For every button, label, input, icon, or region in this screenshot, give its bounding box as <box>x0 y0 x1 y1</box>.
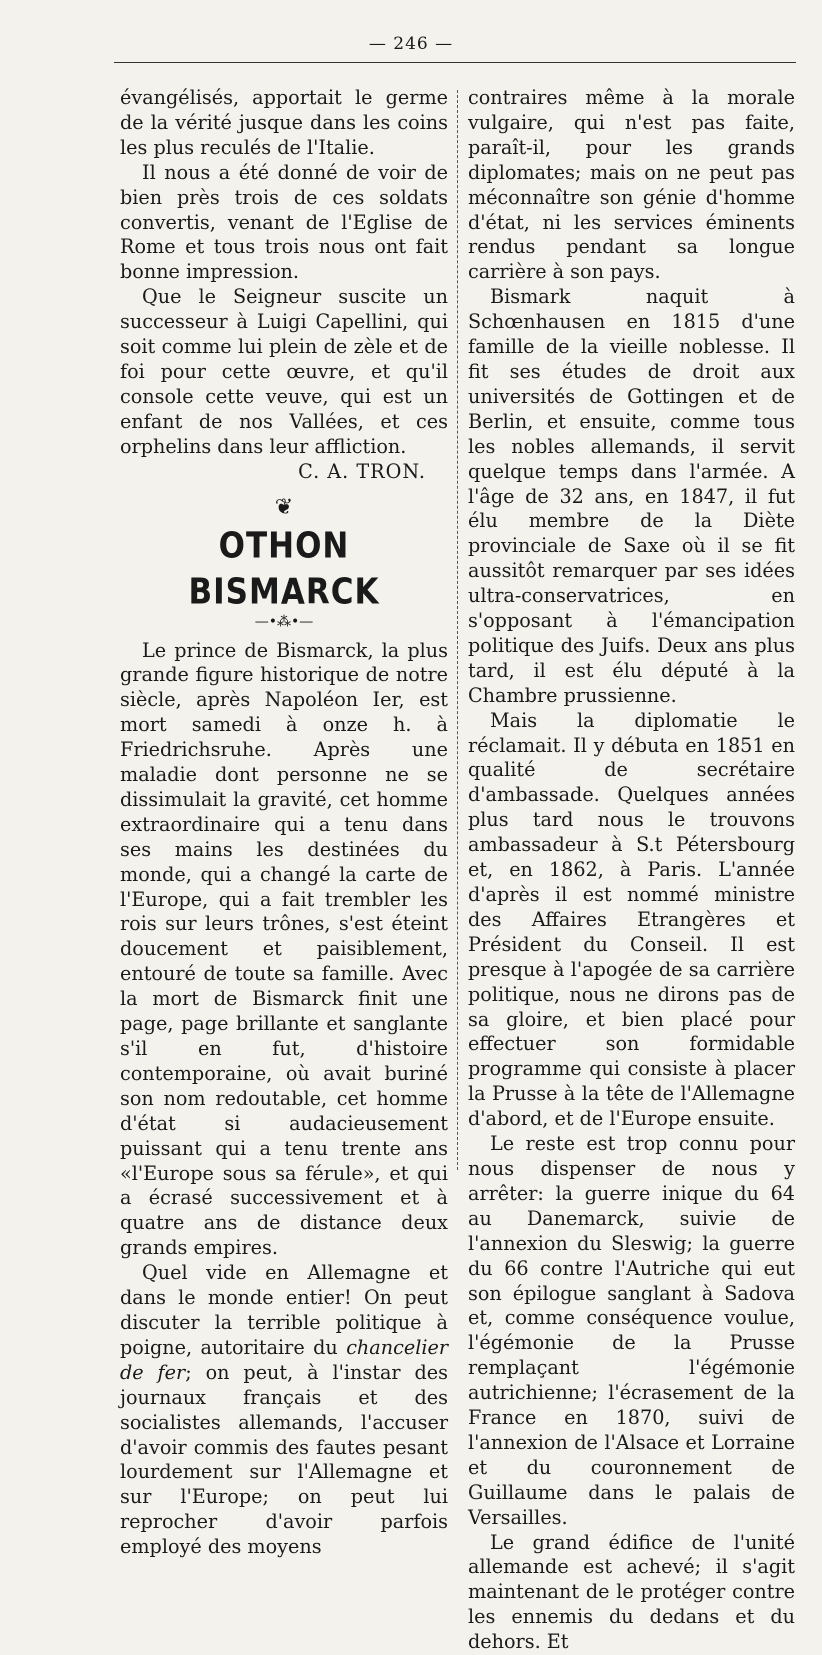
paragraph <box>120 1261 448 1560</box>
paragraph-text: ; on peut, à l'instar des journaux français et des socialistes allemands, l'accuser d'avoir commis des fautes pesant lourdement sur l'Allemagne et sur l'Europe; on peut lui reprocher d'avoir parfois employé des moyens <box>120 1360 448 1559</box>
paragraph: Mais la diplomatie le réclamait. Il y débuta en 1851 en qualité de secrétaire d'ambassade. Quelques années plus tard nous le trouvons ambassadeur à S.t Pétersbourg et, en 1862, à Paris. L'année d'après il est nommé ministre des Affaires Etrangères et Président du Conseil. Il est presque à l'apogée de sa carrière politique, nous ne dirons pas de sa gloire, et bien placé pour effectuer son formidable programme qui consiste à placer la Prusse à la tête de l'Allemagne d'abord, et de l'Europe ensuite. <box>468 708 795 1131</box>
paragraph: Le reste est trop connu pour nous dispenser de nous y arrêter: la guerre inique du 64 au Danemarck, suivie de l'annexion du Sleswig; la guerre du 66 contre l'Autriche qui eut son épilogue sanglant à Sadova et, comme conséquence voulue, l'égémonie de la Prusse remplaçant l'égémonie autrichienne; l'écrasement de la France en 1870, suivi de l'annexion de l'Alsace et Lorraine et du couronnement de Guillaume dans le palais de Versailles. <box>468 1132 795 1529</box>
left-column <box>120 86 448 1560</box>
author-signature: C. A. TRON. <box>298 459 426 483</box>
paragraph: Que le Seigneur suscite un successeur à Luigi Capellini, qui soit comme lui plein de zèle et de foi pour cette œuvre, et qu'il console cette veuve, qui est un enfant de nos Vallées, et ces orphelins dans leur affliction. <box>120 285 448 458</box>
right-column <box>468 86 795 1655</box>
paragraph: Bismark naquit à Schœnhausen en 1815 d'une famille de la vieille noblesse. Il fit ses études de droit aux universités de Gottingen et de Berlin, et ensuite, comme tous les nobles allemands, il servit quelque temps dans l'armée. A l'âge de 32 ans, en 1847, il fut élu membre de la Diète provinciale de Saxe où il se fit aussitôt remarquer par ses idées ultra-conservatrices, en s'opposant à l'émancipation politique des Juifs. Deux ans plus tard, il est élu député à la Chambre prussienne. <box>468 285 795 707</box>
paragraph-text: Quel vide en Allemagne et dans le monde entier! On peut discuter la terrible politique à poigne, autoritaire du <box>120 1261 448 1359</box>
header-rule <box>114 62 796 63</box>
article-title: OTHON BISMARCK <box>188 524 380 613</box>
emphasized-text: chancelier de fer <box>120 1335 448 1384</box>
flourish-icon: —•⁂•— <box>254 613 314 630</box>
page-number: — 246 — <box>368 34 454 54</box>
paragraph: Le prince de Bismarck, la plus grande figure historique de notre siècle, après Napoléon Ier, est mort samedi à onze h. à Friedrichsruhe. Après une maladie dont personne ne se dissimulait la gravité, cet homme extraordinaire qui a tenu dans ses mains les destinées du monde, qui a changé la carte de l'Europe, qui a fait trembler les rois sur leurs trônes, s'est éteint doucement et paisiblement, entouré de toute sa famille. Avec la mort de Bismarck finit une page, page brillante et sanglante s'il en fut, d'histoire contemporaine, où avait buriné son nom redoutable, cet homme d'état si audacieusement puissant qui a tenu trente ans «l'Europe sous sa férule», et qui a écrasé successivement et à quatre ans de distance deux grands empires. <box>120 638 448 1260</box>
paragraph: contraires même à la morale vulgaire, qui n'est pas faite, paraît-il, pour les grands diplomates; mais on ne peut pas méconnaître son génie d'homme d'état, ni les services éminents rendus pendant sa longue carrière à son pays. <box>468 86 795 284</box>
paragraph: Il nous a été donné de voir de bien près trois de ces soldats convertis, venant de l'Eglise de Rome et tous trois nous ont fait bonne impression. <box>120 160 448 284</box>
paragraph: Le grand édifice de l'unité allemande est achevé; il s'agit maintenant de le protéger contre les ennemis du dedans et du dehors. Et <box>468 1530 795 1654</box>
paragraph: évangélisés, apportait le germe de la vérité jusque dans les coins les plus reculés de l'Italie. <box>120 86 448 159</box>
column-divider <box>457 90 458 1170</box>
ornament-icon: ❦ <box>274 494 294 520</box>
